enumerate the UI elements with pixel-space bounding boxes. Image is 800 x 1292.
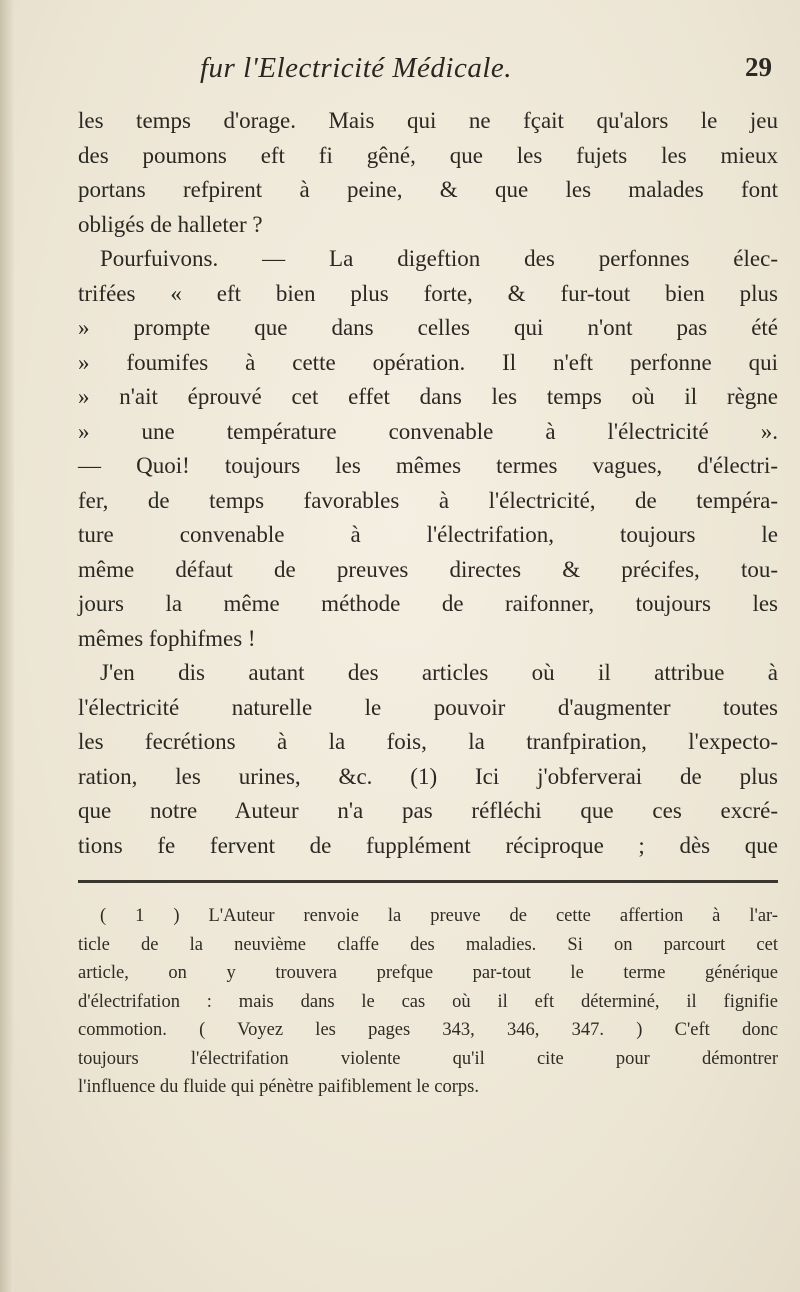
- footnote-line: toujours l'électrifation violente qu'il cite pour démontrer: [78, 1048, 778, 1069]
- text-line: Pourfuivons. — La digeftion des perfonnes élec-: [100, 246, 778, 271]
- text-line: — Quoi! toujours les mêmes termes vagues, d'électri-: [78, 453, 778, 478]
- text-line: jours la même méthode de raifonner, toujours les: [78, 591, 778, 616]
- main-text: [78, 104, 778, 863]
- text-line: les fecrétions à la fois, la tranfpiration, l'expecto-: [78, 729, 778, 754]
- page-number: 29: [745, 52, 772, 82]
- footnote-divider: [78, 880, 778, 883]
- text-line: » une température convenable à l'électricité ».: [78, 418, 778, 444]
- text-line: les temps d'orage. Mais qui ne fçait qu'alors le jeu: [78, 108, 778, 133]
- footnote: [78, 902, 778, 1102]
- footnote-line: commotion. ( Voyez les pages 343, 346, 347. ) C'eft donc: [78, 1020, 778, 1040]
- footnote-line: l'influence du fluide qui pénètre paifiblement le corps.: [78, 1077, 479, 1097]
- text-line: même défaut de preuves directes & précifes, tou-: [78, 556, 778, 582]
- text-line: trifées « eft bien plus forte, & fur-tout bien plus: [78, 280, 778, 306]
- running-title: fur l'Electricité Médicale.: [200, 52, 513, 84]
- text-line: J'en dis autant des articles où il attribue à: [100, 660, 778, 685]
- text-line: » n'ait éprouvé cet effet dans les temps où il règne: [78, 384, 778, 409]
- text-line: que notre Auteur n'a pas réfléchi que ces excré-: [78, 798, 778, 823]
- text-line: mêmes fophifmes !: [78, 625, 256, 651]
- text-line: » foumifes à cette opération. Il n'eft perfonne qui: [78, 349, 778, 375]
- page-header: [78, 52, 778, 92]
- page-gutter-edge: [0, 0, 14, 1292]
- text-line: portans refpirent à peine, & que les malades font: [78, 177, 778, 202]
- text-line: obligés de halleter ?: [78, 211, 263, 237]
- text-line: l'électricité naturelle le pouvoir d'augmenter toutes: [78, 694, 778, 720]
- text-line: fer, de temps favorables à l'électricité, de tempéra-: [78, 487, 778, 513]
- text-line: des poumons eft fi gêné, que les fujets les mieux: [78, 142, 778, 168]
- footnote-line: article, on y trouvera prefque par-tout le terme générique: [78, 963, 778, 983]
- footnote-line: d'électrifation : mais dans le cas où il eft déterminé, il fignifie: [78, 991, 778, 1012]
- text-line: ration, les urines, &c. (1) Ici j'obferverai de plus: [78, 763, 778, 789]
- text-line: » prompte que dans celles qui n'ont pas été: [78, 315, 778, 340]
- text-line: ture convenable à l'électrifation, toujours le: [78, 522, 778, 547]
- footnote-line: ticle de la neuvième claffe des maladies. Si on parcourt cet: [78, 934, 778, 955]
- footnote-line: ( 1 ) L'Auteur renvoie la preuve de cette affertion à l'ar-: [100, 906, 778, 926]
- text-line: tions fe fervent de fupplément réciproque ; dès que: [78, 832, 778, 858]
